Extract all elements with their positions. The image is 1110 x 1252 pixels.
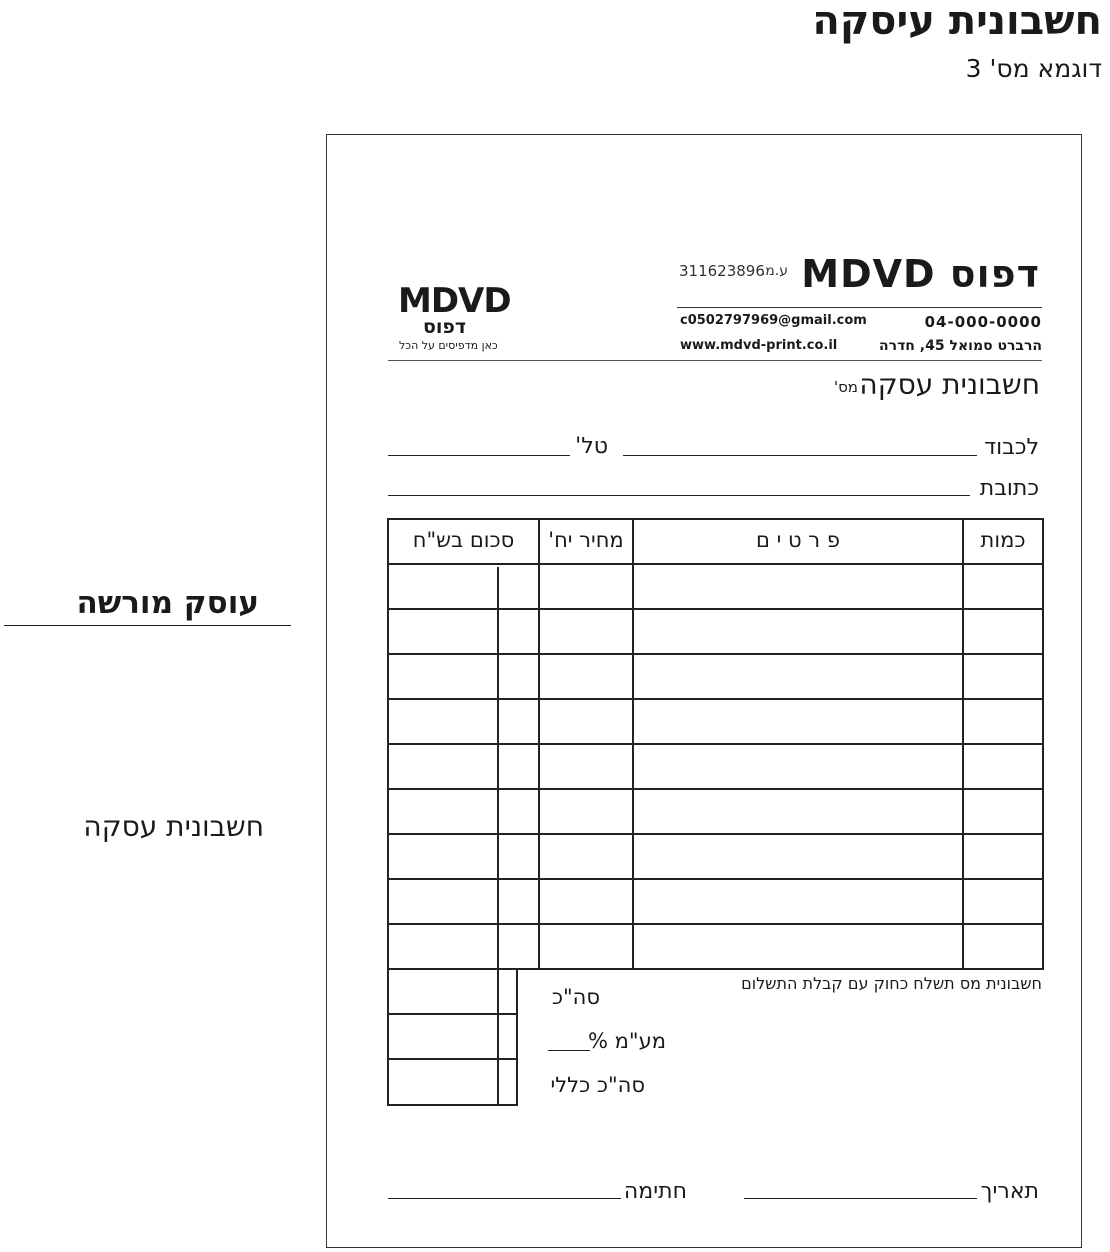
header-divider (677, 307, 1042, 308)
company-address: הרברט סמואל 45, חדרה (879, 338, 1042, 354)
page-title: חשבונית עיסקה (812, 0, 1102, 44)
invoice-number-label: מס' (833, 378, 858, 396)
licensed-dealer-rule (4, 625, 291, 626)
row-line (387, 698, 1044, 700)
totals-box-right (516, 970, 518, 1106)
company-email: c0502797969@gmail.com (680, 313, 867, 328)
header-quantity: כמות (980, 528, 1026, 552)
header-row-line (387, 563, 1044, 565)
vat-label: מע"מ % (588, 1029, 666, 1053)
to-label: לכבוד (984, 435, 1039, 460)
phone-field[interactable] (388, 455, 570, 456)
signature-field[interactable] (388, 1198, 621, 1199)
address-field[interactable] (388, 495, 970, 496)
company-id-label: ע.מ. (760, 263, 788, 279)
row-line (387, 653, 1044, 655)
invoice-type-label: חשבונית עסקה (83, 810, 264, 843)
page-subtitle: דוגמא מס' 3 (965, 54, 1102, 83)
header-details: פ ר ט י ם (756, 528, 840, 552)
row-line (387, 878, 1044, 880)
table-border-top (387, 518, 1044, 520)
totals-row-line (387, 1058, 518, 1060)
items-table (387, 518, 1044, 1106)
totals-row-line (387, 1013, 518, 1015)
brand-name: דפוס MDVD (801, 252, 1040, 296)
invoice-title: חשבונית עסקה (859, 368, 1040, 401)
to-field[interactable] (623, 455, 977, 456)
date-field[interactable] (744, 1198, 977, 1199)
header-amount: סכום בש"ח (412, 528, 515, 552)
row-line (387, 833, 1044, 835)
logo-slogan: כאן מדפיסים על הכל (399, 339, 498, 352)
licensed-dealer-label: עוסק מורשה (76, 585, 259, 621)
address-label: כתובת (979, 476, 1039, 501)
col-divider-agorot (497, 567, 499, 1106)
row-line (387, 923, 1044, 925)
logo-hebrew-text: דפוס (423, 316, 467, 338)
vat-percent-field[interactable] (548, 1050, 590, 1051)
logo-text: MDVD (398, 281, 511, 321)
date-label: תאריך (980, 1179, 1039, 1204)
company-website: www.mdvd-print.co.il (680, 338, 838, 353)
header-bottom-divider (388, 360, 1042, 361)
row-line (387, 608, 1044, 610)
header-unit-price: מחיר יח' (548, 528, 624, 552)
company-phone: 04-000-0000 (924, 313, 1042, 331)
tax-invoice-note: חשבונית מס תשלח כחוק עם קבלת התשלום (741, 974, 1042, 993)
row-line (387, 743, 1044, 745)
signature-label: חתימה (623, 1179, 687, 1204)
phone-label: טל' (575, 434, 608, 459)
table-border-left (387, 518, 389, 1106)
grand-total-label: סה"כ כללי (550, 1073, 645, 1097)
company-id: 311623896 (679, 262, 765, 280)
row-line (387, 788, 1044, 790)
subtotal-label: סה"כ (551, 985, 600, 1009)
row-line (387, 968, 1044, 970)
